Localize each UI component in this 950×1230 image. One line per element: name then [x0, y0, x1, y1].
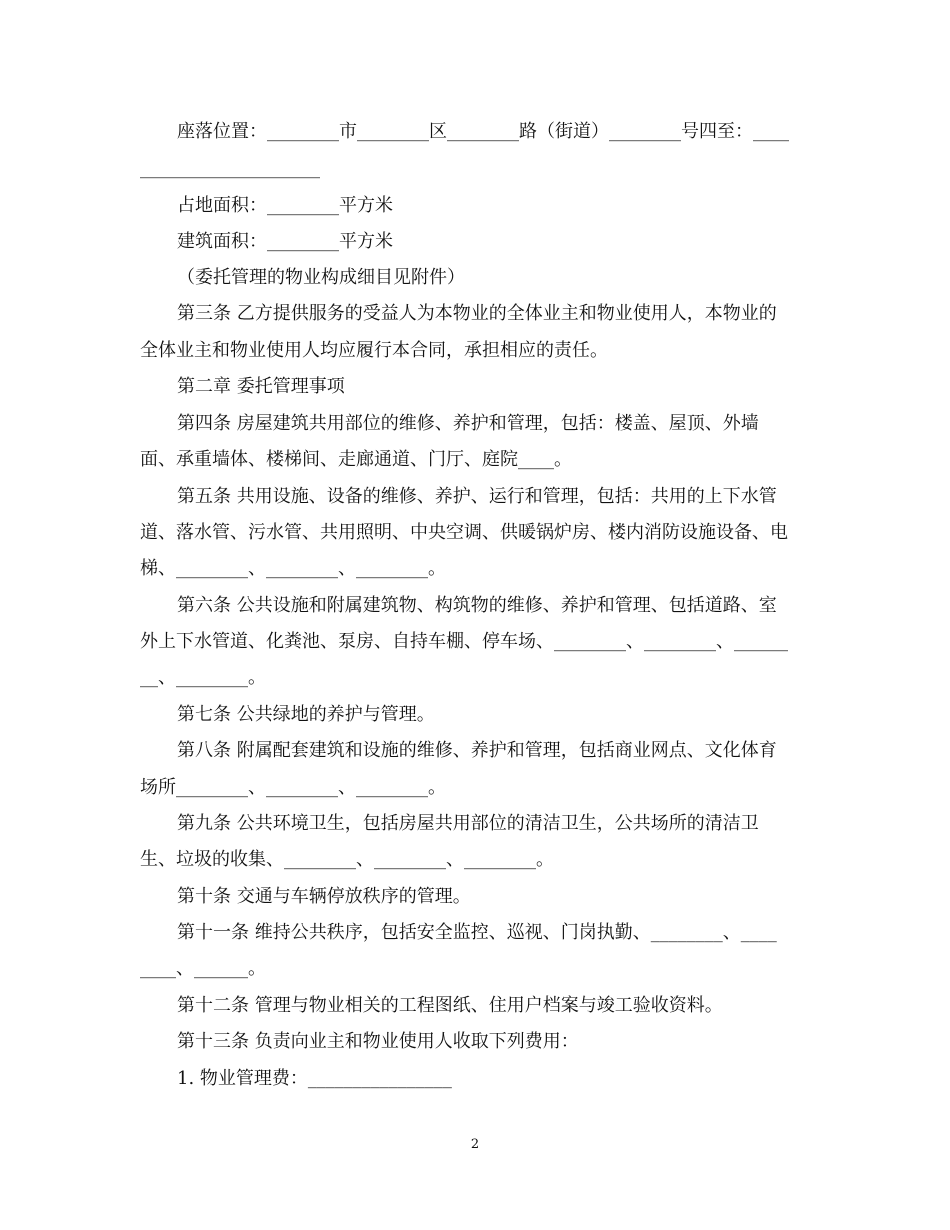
- article-10-line: 第十条 交通与车辆停放秩序的管理。: [177, 886, 471, 907]
- article-3-line-1: 第三条 乙方提供服务的受益人为本物业的全体业主和物业使用人，本物业的: [177, 303, 777, 324]
- article-9-line-1: 第九条 公共环境卫生，包括房屋共用部位的清洁卫生，公共场所的清洁卫: [177, 813, 759, 834]
- article-6-line-3: __、________。: [140, 667, 266, 688]
- location-line: 座落位置：________市________区________路（街道）________号四至：____: [177, 121, 789, 142]
- article-5-line-2: 道、落水管、污水管、共用照明、中央空调、供暖锅炉房、楼内消防设施设备、电: [140, 522, 788, 543]
- article-6-line-2: 外上下水管道、化粪池、泵房、自持车棚、停车场、________、________、______: [140, 631, 788, 652]
- appendix-note: （委托管理的物业构成细目见附件）: [177, 267, 465, 288]
- land-area-line: 占地面积：________平方米: [177, 195, 393, 216]
- location-line-cont: ____________________: [140, 158, 320, 179]
- article-3-line-2: 全体业主和物业使用人均应履行本合同，承担相应的责任。: [140, 340, 608, 361]
- chapter-2-heading: 第二章 委托管理事项: [177, 376, 345, 397]
- article-4-line-2: 面、承重墙体、楼梯间、走廊通道、门厅、庭院____。: [140, 449, 572, 470]
- article-11-line-1: 第十一条 维持公共秩序，包括安全监控、巡视、门岗执勤、________、____: [177, 922, 777, 943]
- article-8-line-2: 场所________、________、________。: [140, 777, 446, 798]
- article-8-line-1: 第八条 附属配套建筑和设施的维修、养护和管理，包括商业网点、文化体育: [177, 740, 777, 761]
- fee-item-1: 1. 物业管理费：________________: [177, 1068, 452, 1089]
- article-7-line: 第七条 公共绿地的养护与管理。: [177, 704, 435, 725]
- article-12-line: 第十二条 管理与物业相关的工程图纸、住用户档案与竣工验收资料。: [177, 995, 723, 1016]
- article-5-line-3: 梯、________、________、________。: [140, 558, 446, 579]
- article-6-line-1: 第六条 公共设施和附属建筑物、构筑物的维修、养护和管理、包括道路、室: [177, 595, 777, 616]
- building-area-line: 建筑面积：________平方米: [177, 231, 393, 252]
- page-number: 2: [470, 1137, 480, 1152]
- article-11-line-2: ____、______。: [140, 958, 266, 979]
- article-5-line-1: 第五条 共用设施、设备的维修、养护、运行和管理，包括：共用的上下水管: [177, 486, 777, 507]
- article-13-line: 第十三条 负责向业主和物业使用人收取下列费用：: [177, 1031, 579, 1052]
- article-9-line-2: 生、垃圾的收集、________、________、________。: [140, 849, 554, 870]
- article-4-line-1: 第四条 房屋建筑共用部位的维修、养护和管理，包括：楼盖、屋顶、外墙: [177, 413, 759, 434]
